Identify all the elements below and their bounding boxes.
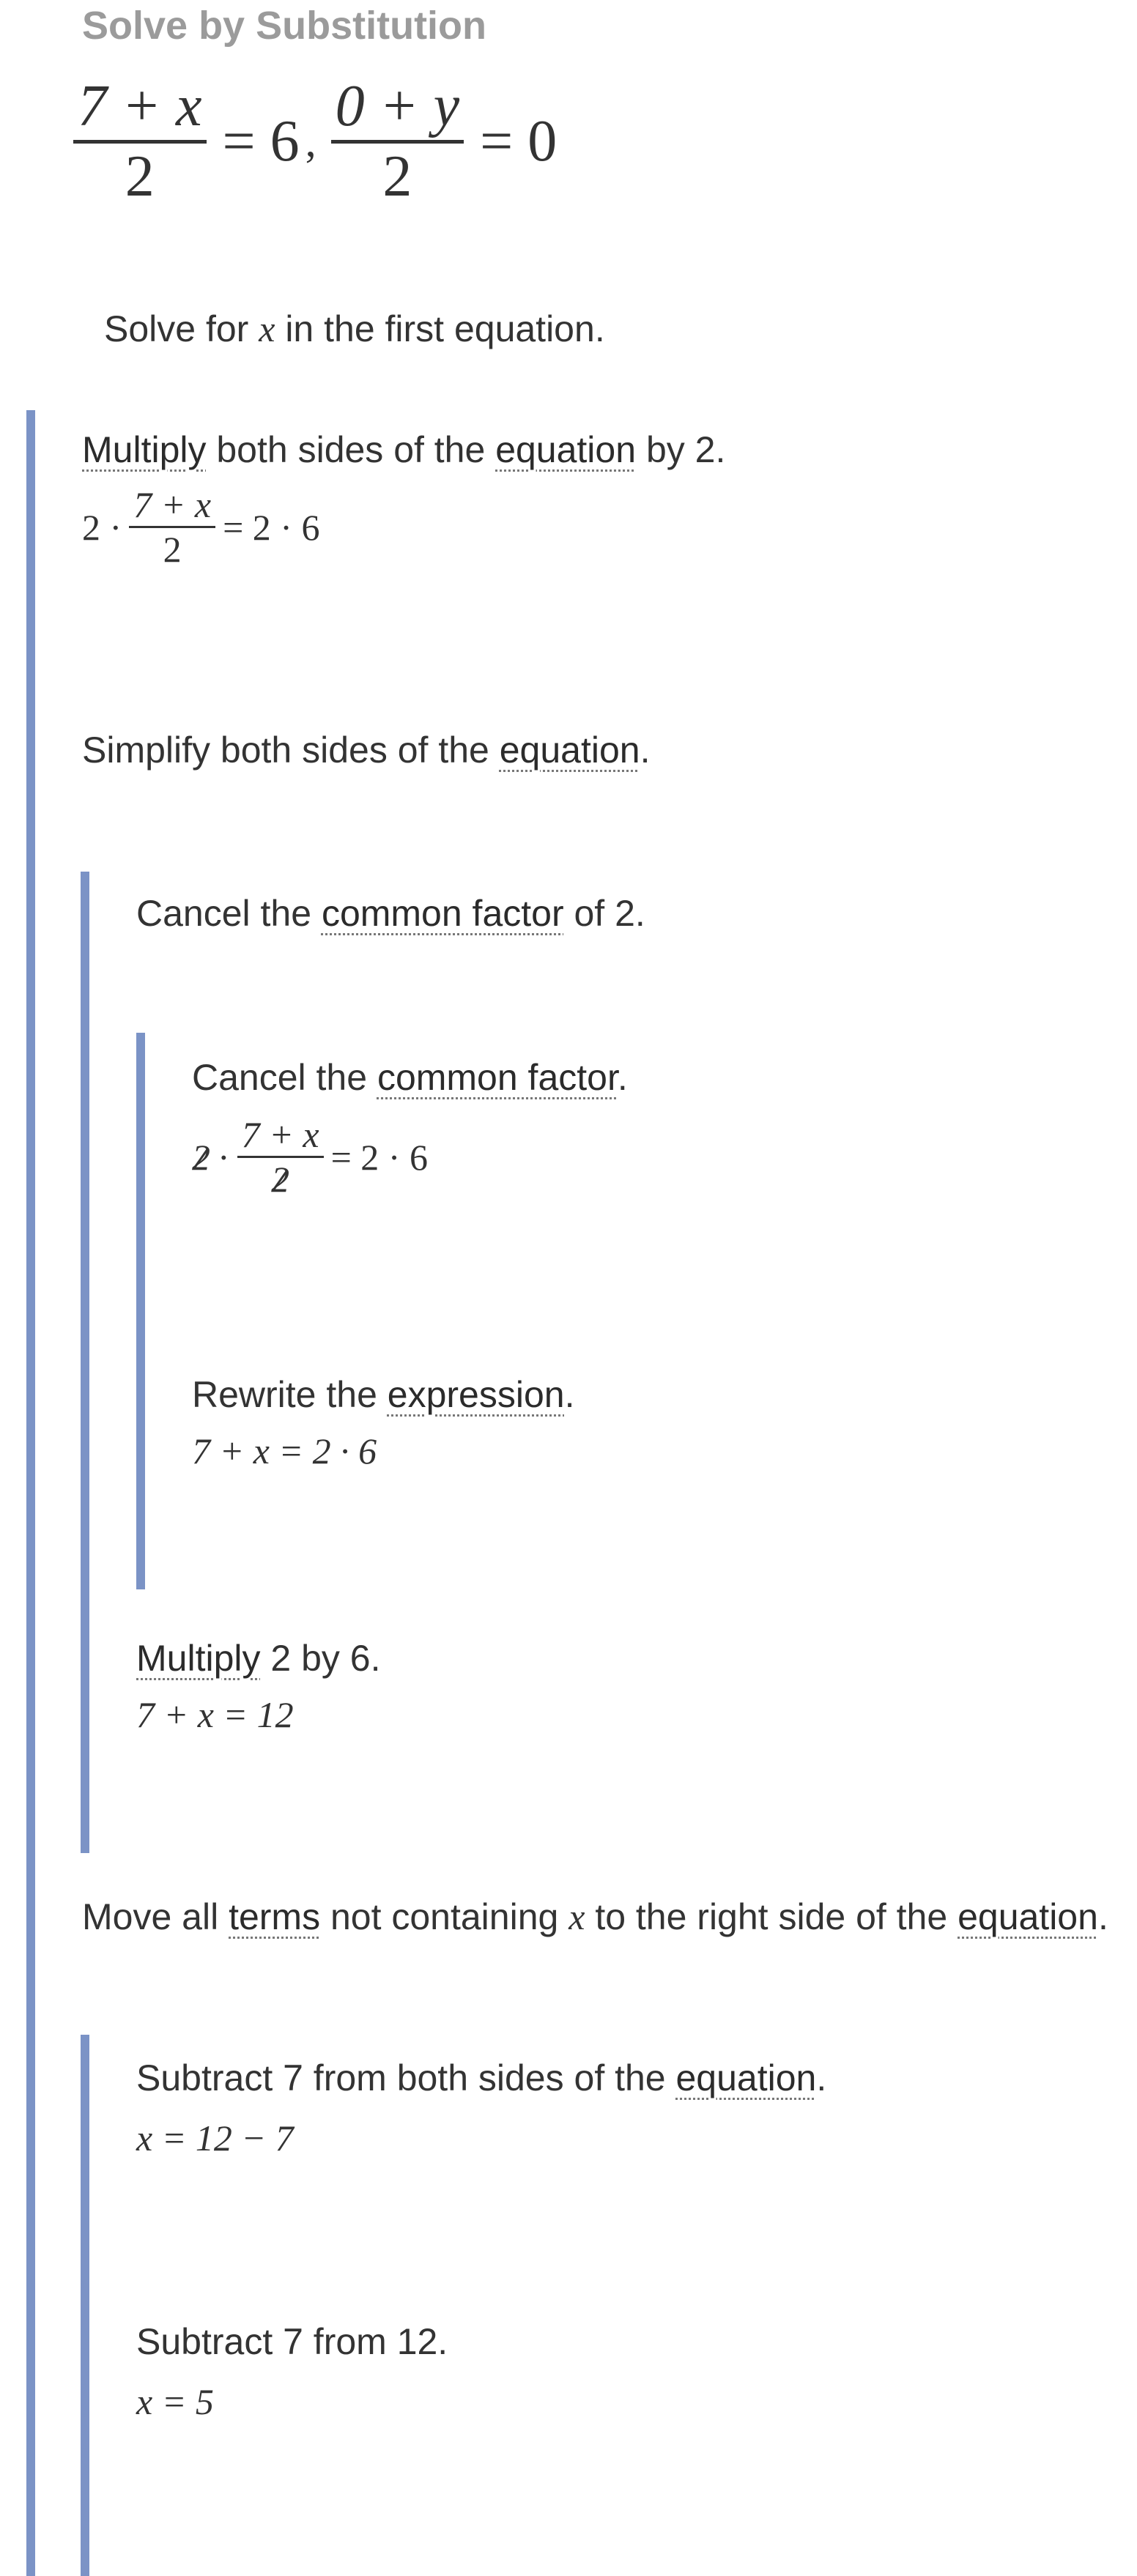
math-subtract-7: x = 12 − 7 (136, 2117, 294, 2159)
step-text: not containing (320, 1896, 569, 1937)
multiply-link[interactable]: Multiply (136, 1638, 261, 1679)
step-text: both sides of the (206, 429, 496, 470)
fraction-2-numerator: 0 + y (335, 74, 460, 138)
fraction (129, 483, 215, 571)
equation-link[interactable]: equation (453, 308, 595, 349)
equation-link[interactable]: equation (499, 730, 640, 771)
step-text: . (594, 308, 605, 349)
fraction (237, 1113, 324, 1200)
step-text: . (617, 1057, 628, 1098)
step-text: of 2. (563, 893, 645, 934)
math-multiply-both-sides (82, 483, 319, 571)
common-factor-link[interactable]: common factor (321, 893, 564, 934)
step-text: . (816, 2057, 827, 2098)
equation-1-rhs: = 6 (222, 109, 300, 174)
step-text: Subtract 7 from both sides of the (136, 2057, 676, 2098)
page-title: Solve by Substitution (82, 4, 487, 48)
step-text: . (1097, 1896, 1108, 1937)
step-rail-subtract (81, 2035, 89, 2576)
multiply-link[interactable]: Multiply (82, 429, 207, 470)
fraction-numerator: 7 + x (133, 484, 212, 525)
fraction-1 (73, 73, 207, 210)
problem-equations (73, 73, 557, 210)
step-rail-outer (26, 410, 35, 2576)
step-text: to the right side of the (585, 1896, 958, 1937)
math-cancel-common-factor (192, 1113, 428, 1200)
step-cancel-common-factor-of-2 (136, 892, 645, 935)
step-simplify-both-sides (82, 729, 651, 771)
step-text: Cancel the (136, 893, 322, 934)
math-dot: · (218, 1136, 230, 1178)
fraction-1-denominator: 2 (125, 144, 155, 209)
variable-x: x (259, 308, 275, 349)
equation-link[interactable]: equation (958, 1896, 1098, 1937)
step-text: . (640, 730, 651, 771)
step-text: 2 by 6. (260, 1638, 381, 1679)
cancelled-denominator: 2 (271, 1159, 290, 1200)
cancelled-factor: 2 (192, 1136, 210, 1178)
step-rail-cancel (136, 1033, 145, 1589)
math-rewrite: 7 + x = 2 · 6 (192, 1430, 377, 1471)
step-text: by 2. (636, 429, 726, 470)
expression-link[interactable]: expression (387, 1374, 565, 1415)
step-solve-for-x (104, 308, 605, 350)
common-factor-link[interactable]: common factor (377, 1057, 618, 1098)
fraction-2-denominator: 2 (382, 144, 412, 209)
step-rail-simplify (81, 872, 89, 1853)
step-multiply-2-by-6 (136, 1637, 380, 1679)
step-multiply-both-sides (82, 428, 725, 471)
step-text: Solve for (104, 308, 259, 349)
step-text: in the first (275, 308, 454, 349)
math-rhs: = 2 · 6 (223, 506, 320, 548)
math-rhs: = 2 · 6 (330, 1136, 428, 1178)
fraction-2 (331, 73, 464, 210)
variable-x: x (568, 1896, 585, 1937)
step-rewrite-expression (192, 1373, 574, 1416)
step-text: Cancel the (192, 1057, 377, 1098)
equation-2-rhs: = 0 (480, 109, 558, 174)
fraction-numerator: 7 + x (241, 1114, 319, 1155)
step-text: Simplify both sides of the (82, 730, 500, 771)
fraction-1-numerator: 7 + x (78, 74, 202, 138)
math-multiply-result: 7 + x = 12 (136, 1694, 294, 1735)
fraction-denominator: 2 (163, 529, 182, 570)
equation-link[interactable]: equation (495, 429, 637, 470)
math-left: 2 · (82, 506, 122, 548)
terms-link[interactable]: terms (229, 1896, 321, 1937)
step-subtract-7-from-12: Subtract 7 from 12. (136, 2321, 448, 2362)
step-cancel-common-factor (192, 1056, 628, 1099)
equation-link[interactable]: equation (675, 2057, 817, 2098)
step-text: Move all (82, 1896, 229, 1937)
step-subtract-7-both-sides (136, 2057, 826, 2099)
step-text: . (564, 1374, 575, 1415)
step-text: Rewrite the (192, 1374, 388, 1415)
math-final-x: x = 5 (136, 2381, 214, 2422)
step-move-terms (82, 1896, 1108, 1938)
separator: , (305, 117, 316, 166)
